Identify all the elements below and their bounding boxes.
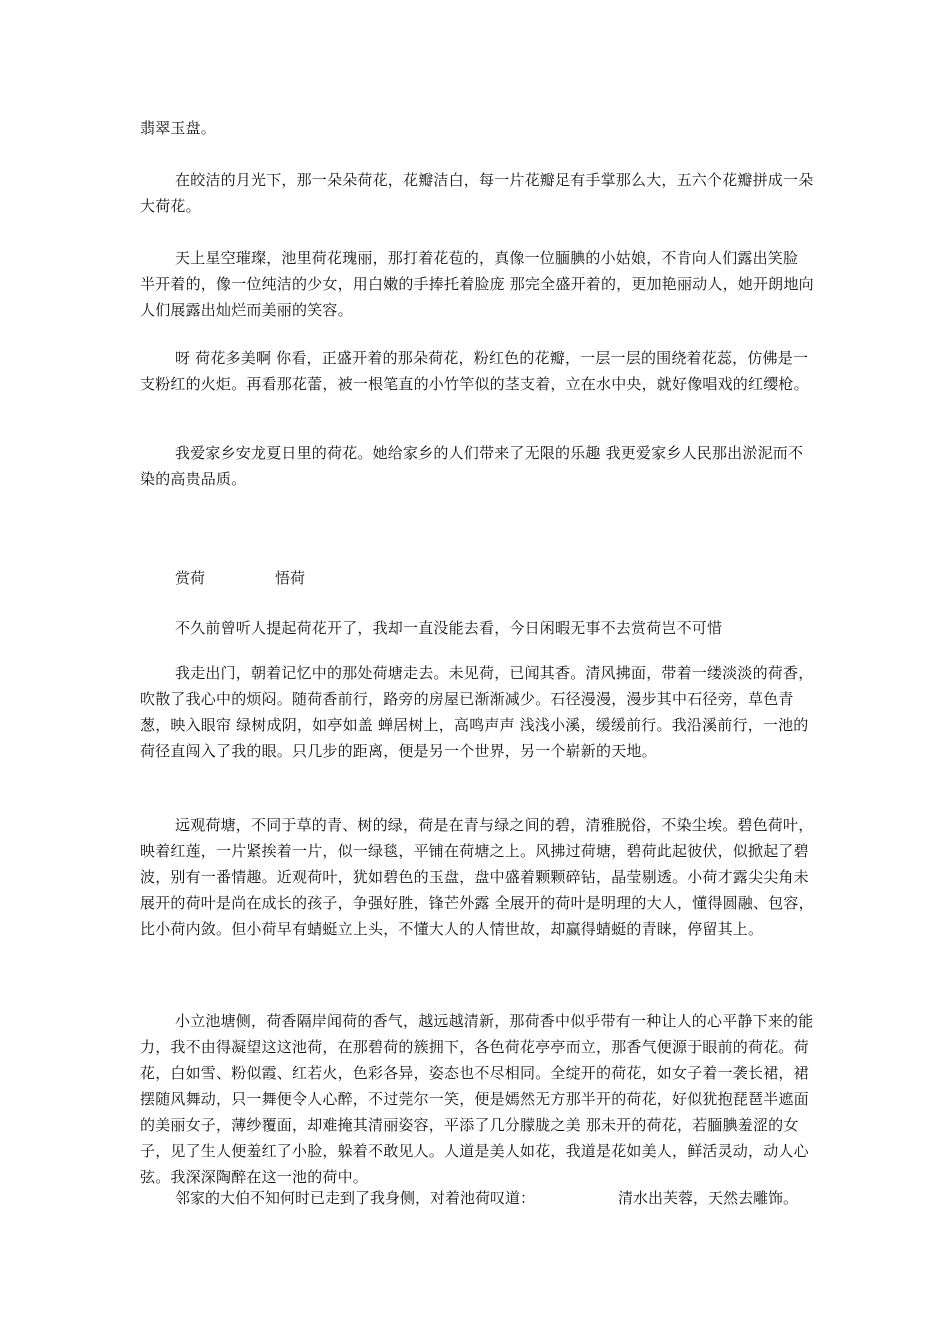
section-heading (175, 565, 675, 591)
paragraph-8: 远观荷塘，不同于草的青、树的绿，荷是在青与绿之间的碧，清雅脱俗，不染尘埃。碧色荷叶，映着红莲，一片紧挨着一片，似一绿毯，平铺在荷塘之上。风拂过荷塘，碧荷此起彼伏，似掀起了碧波，别有一番情趣。近观荷叶，犹如碧色的玉盘，盘中盛着颗颗碎钻，晶莹剔透。小荷才露尖尖角未展开的荷叶是尚在成长的孩子，争强好胜，锋芒外露 全展开的荷叶是明理的大人，懂得圆融、包容，比小荷内敛。但小荷早有蜻蜓立上头，不懂大人的人情世故，却赢得蜻蜓的青睐，停留其上。 (140, 816, 814, 938)
paragraph-2: 在皎洁的月光下，那一朵朵荷花，花瓣洁白，每一片花瓣足有手掌那么大，五六个花瓣拼成一朵大荷花。 (140, 171, 814, 215)
paragraph-9: 小立池塘侧，荷香隔岸闻荷的香气，越远越清新，那荷香中似乎带有一种让人的心平静下来的能力，我不由得凝望这这池荷，在那碧荷的簇拥下，各色荷花亭亭而立，那香气便源于眼前的荷花。荷花，白如雪、粉似霞、红若火，色彩各异，姿态也不尽相同。全绽开的荷花，如女子着一袭长裙，裙摆随风舞动，只一舞便令人心醉，不过莞尔一笑，便是嫣然无方那半开的荷花，好似犹抱琵琶半遮面的美丽女子，薄纱覆面，却难掩其清丽姿容，平添了几分朦胧之美 那未开的荷花，若腼腆羞涩的女子，见了生人便羞红了小脸，躲着不敢见人。人道是美人如花，我道是花如美人，鲜活灵动，动人心弦。我深深陶醉在这一池的荷中。 (140, 1012, 814, 1186)
paragraph-5: 我爱家乡安龙夏日里的荷花。她给家乡的人们带来了无限的乐趣 我更爱家乡人民那出淤泥而不染的高贵品质。 (140, 444, 804, 488)
paragraph-1: 翡翠玉盘。 (140, 119, 217, 137)
paragraph-4: 呀 荷花多美啊 你看，正盛开着的那朵荷花，粉红色的花瓣，一层一层的围绕着花蕊，仿佛是一支粉红的火炬。再看那花蕾，被一根笔直的小竹竿似的茎支着，立在水中央，就好像唱戏的红缨枪。 (140, 349, 809, 393)
paragraph-10-left: 邻家的大伯不知何时已走到了我身侧，对着池荷叹道： (175, 1189, 536, 1207)
paragraph-3: 天上星空璀璨，池里荷花瑰丽，那打着花苞的，真像一位腼腆的小姑娘，不肯向人们露出笑脸 半开着的，像一位纯洁的少女，用白嫩的手捧托着脸庞 那完全盛开着的，更加艳丽动人，她开朗地向人们展露出灿烂而美丽的笑容。 (140, 249, 814, 319)
paragraph-10-right: 清水出芙蓉，天然去雕饰。 (618, 1189, 799, 1207)
heading-left: 赏荷 (175, 569, 206, 587)
paragraph-7: 我走出门，朝着记忆中的那处荷塘走去。未见荷，已闻其香。清风拂面，带着一缕淡淡的荷香，吹散了我心中的烦闷。随荷香前行，路旁的房屋已渐渐减少。石径漫漫，漫步其中石径旁，草色青葱，映入眼帘 绿树成阴，如亭如盖 蝉居树上，高鸣声声 浅浅小溪，缓缓前行。我沿溪前行，一池的荷径直闯入了我的眼。只几步的距离，便是另一个世界，另一个崭新的天地。 (140, 664, 814, 760)
paragraph-6: 不久前曾听人提起荷花开了，我却一直没能去看，今日闲暇无事不去赏荷岂不可惜 (175, 619, 723, 637)
heading-right: 悟荷 (275, 569, 306, 587)
